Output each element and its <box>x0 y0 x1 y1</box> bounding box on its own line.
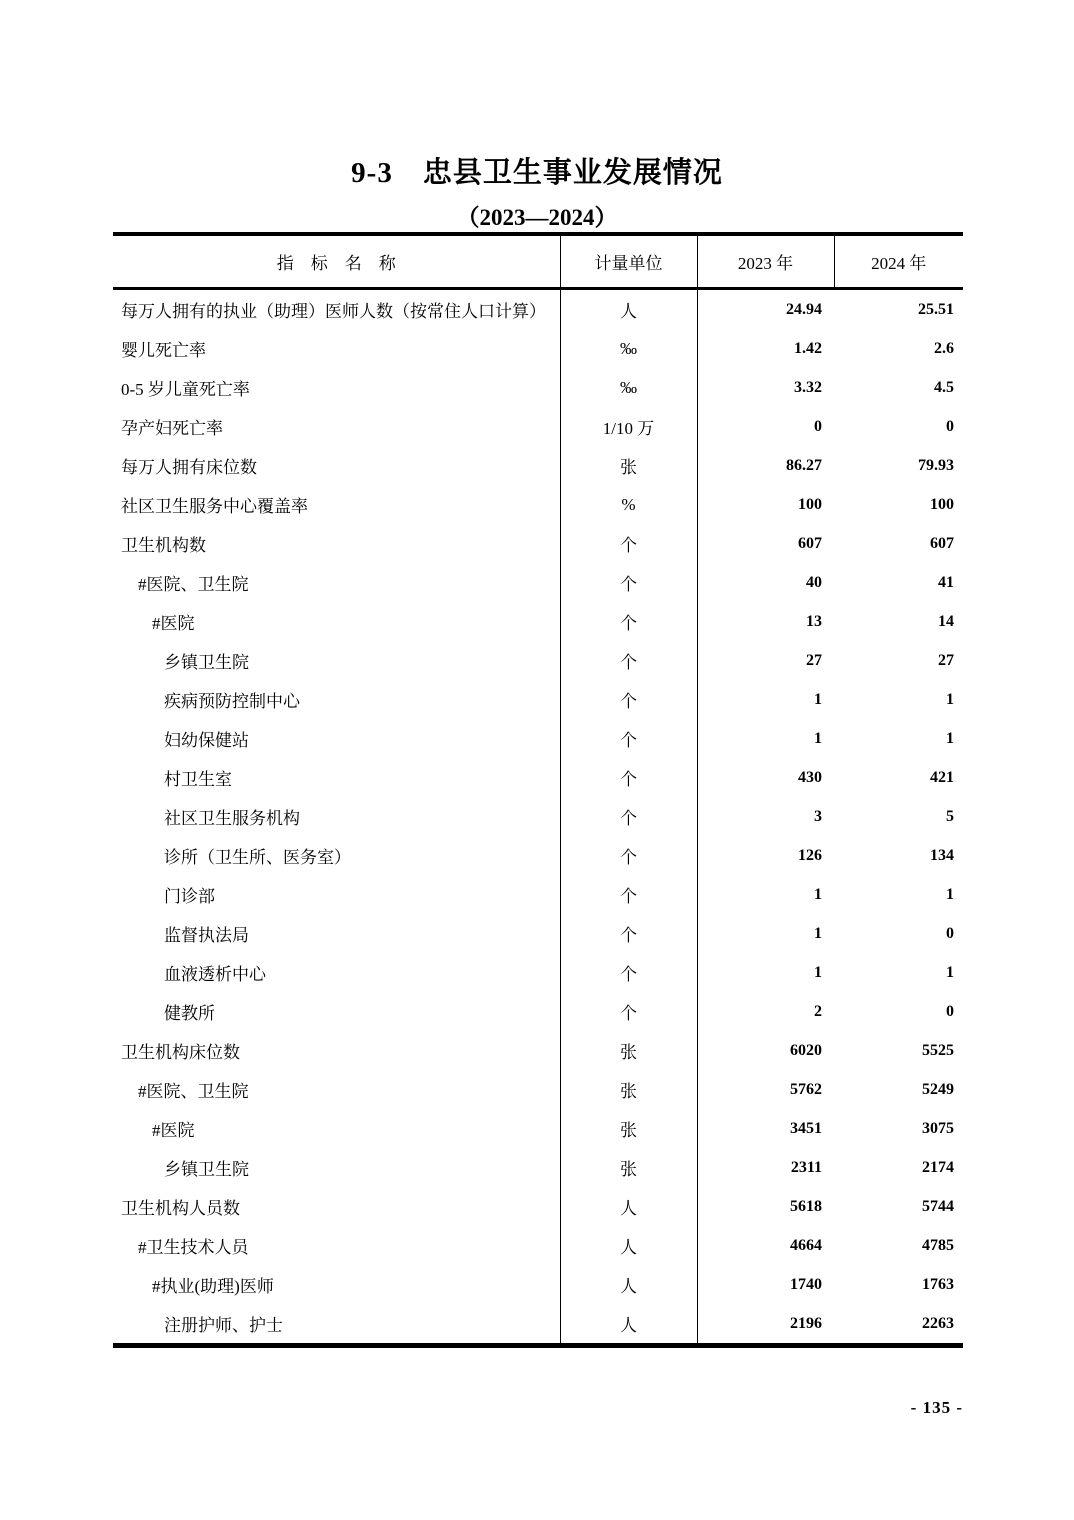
indicator-unit: 个 <box>560 953 697 992</box>
indicator-value-2023: 607 <box>798 534 822 552</box>
indicator-value-2024: 79.93 <box>918 456 954 474</box>
indicator-name: 监督执法局 <box>113 914 560 953</box>
indicator-value-2024: 1763 <box>922 1275 954 1293</box>
indicator-value-2023: 1 <box>814 963 822 981</box>
indicator-value-2023: 1 <box>814 924 822 942</box>
table-row <box>113 641 963 680</box>
indicator-value-2024: 134 <box>930 846 954 864</box>
indicator-value-2024: 25.51 <box>918 300 954 318</box>
indicator-value-2023: 2 <box>814 1002 822 1020</box>
indicator-name: 血液透析中心 <box>113 953 560 992</box>
indicator-name: 婴儿死亡率 <box>113 329 560 368</box>
indicator-unit: 个 <box>560 992 697 1031</box>
indicator-unit: 个 <box>560 524 697 563</box>
indicator-value-2024: 0 <box>946 924 954 942</box>
indicator-name: 卫生机构床位数 <box>113 1031 560 1070</box>
page-title: 9-3 忠县卫生事业发展情况 <box>351 157 723 189</box>
indicator-value-2024: 607 <box>930 534 954 552</box>
indicator-unit: 个 <box>560 875 697 914</box>
statistics-table <box>113 232 963 1348</box>
table-row <box>113 992 963 1031</box>
indicator-unit: 个 <box>560 758 697 797</box>
table-row <box>113 446 963 485</box>
indicator-name: 每万人拥有床位数 <box>113 446 560 485</box>
indicator-value-2023: 27 <box>806 651 822 669</box>
indicator-value-2023: 5618 <box>790 1197 822 1215</box>
indicator-name: #医院、卫生院 <box>113 563 560 602</box>
indicator-name: #卫生技术人员 <box>113 1226 560 1265</box>
page-number: - 135 - <box>910 1398 963 1417</box>
indicator-unit: 人 <box>560 1187 697 1226</box>
indicator-unit: 张 <box>560 446 697 485</box>
header-year-2024: 2024 年 <box>834 234 963 289</box>
indicator-value-2024: 4.5 <box>934 378 954 396</box>
indicator-name: #执业(助理)医师 <box>113 1265 560 1304</box>
indicator-value-2024: 14 <box>938 612 954 630</box>
indicator-value-2024: 41 <box>938 573 954 591</box>
table-row <box>113 563 963 602</box>
table-row <box>113 368 963 407</box>
indicator-value-2024: 27 <box>938 651 954 669</box>
indicator-unit: 个 <box>560 602 697 641</box>
table-row <box>113 1265 963 1304</box>
indicator-value-2023: 6020 <box>790 1041 822 1059</box>
indicator-name: #医院 <box>113 1109 560 1148</box>
indicator-value-2023: 430 <box>798 768 822 786</box>
indicator-name: 卫生机构数 <box>113 524 560 563</box>
table-row <box>113 1148 963 1187</box>
indicator-unit: 人 <box>560 1304 697 1346</box>
indicator-unit: 张 <box>560 1148 697 1187</box>
indicator-value-2023: 1.42 <box>794 339 822 357</box>
indicator-value-2024: 1 <box>946 690 954 708</box>
header-unit: 计量单位 <box>560 234 697 289</box>
table-row <box>113 680 963 719</box>
indicator-value-2023: 5762 <box>790 1080 822 1098</box>
table-row <box>113 953 963 992</box>
indicator-value-2024: 1 <box>946 963 954 981</box>
indicator-name: 每万人拥有的执业（助理）医师人数（按常住人口计算） <box>113 289 560 330</box>
table-header-row <box>113 234 963 289</box>
indicator-value-2023: 13 <box>806 612 822 630</box>
table-body <box>113 289 963 1346</box>
table-row <box>113 758 963 797</box>
indicator-unit: % <box>560 485 697 524</box>
indicator-value-2023: 2311 <box>790 1158 822 1176</box>
indicator-value-2023: 1 <box>814 729 822 747</box>
indicator-name: 注册护师、护士 <box>113 1304 560 1346</box>
table-row <box>113 407 963 446</box>
table-row <box>113 1304 963 1346</box>
indicator-name: #医院 <box>113 602 560 641</box>
indicator-value-2023: 3451 <box>790 1119 822 1137</box>
table-row <box>113 329 963 368</box>
table-row <box>113 914 963 953</box>
indicator-unit: 人 <box>560 1265 697 1304</box>
table-row <box>113 836 963 875</box>
indicator-value-2023: 2196 <box>790 1314 822 1332</box>
header-indicator-name: 指 标 名 称 <box>113 234 560 289</box>
indicator-unit: 个 <box>560 719 697 758</box>
indicator-value-2024: 2.6 <box>934 339 954 357</box>
table-row <box>113 289 963 330</box>
indicator-name: 社区卫生服务机构 <box>113 797 560 836</box>
indicator-name: 0-5 岁儿童死亡率 <box>113 368 560 407</box>
indicator-value-2024: 0 <box>946 1002 954 1020</box>
indicator-unit: 人 <box>560 1226 697 1265</box>
indicator-name: 卫生机构人员数 <box>113 1187 560 1226</box>
indicator-name: 门诊部 <box>113 875 560 914</box>
table-row <box>113 1031 963 1070</box>
indicator-value-2024: 5525 <box>922 1041 954 1059</box>
indicator-value-2023: 1 <box>814 885 822 903</box>
indicator-name: 疾病预防控制中心 <box>113 680 560 719</box>
indicator-name: 诊所（卫生所、医务室） <box>113 836 560 875</box>
table-row <box>113 1187 963 1226</box>
table-row <box>113 875 963 914</box>
indicator-value-2024: 5249 <box>922 1080 954 1098</box>
indicator-unit: 个 <box>560 836 697 875</box>
indicator-unit: ‰ <box>560 368 697 407</box>
indicator-unit: 张 <box>560 1109 697 1148</box>
indicator-value-2024: 1 <box>946 885 954 903</box>
indicator-unit: 个 <box>560 641 697 680</box>
page-subtitle: （2023—2024） <box>456 205 618 230</box>
indicator-value-2024: 2263 <box>922 1314 954 1332</box>
table-row <box>113 1070 963 1109</box>
indicator-value-2024: 5 <box>946 807 954 825</box>
indicator-value-2023: 24.94 <box>786 300 822 318</box>
indicator-value-2023: 3 <box>814 807 822 825</box>
indicator-value-2023: 0 <box>814 417 822 435</box>
indicator-unit: ‰ <box>560 329 697 368</box>
indicator-value-2023: 86.27 <box>786 456 822 474</box>
indicator-value-2023: 100 <box>798 495 822 513</box>
indicator-name: 乡镇卫生院 <box>113 641 560 680</box>
indicator-value-2023: 1740 <box>790 1275 822 1293</box>
indicator-unit: 个 <box>560 914 697 953</box>
table-row <box>113 602 963 641</box>
indicator-unit: 张 <box>560 1070 697 1109</box>
indicator-value-2023: 1 <box>814 690 822 708</box>
table-row <box>113 719 963 758</box>
indicator-name: 妇幼保健站 <box>113 719 560 758</box>
indicator-value-2023: 3.32 <box>794 378 822 396</box>
table-row <box>113 485 963 524</box>
indicator-value-2024: 4785 <box>922 1236 954 1254</box>
indicator-name: 乡镇卫生院 <box>113 1148 560 1187</box>
indicator-value-2023: 126 <box>798 846 822 864</box>
indicator-unit: 1/10 万 <box>560 407 697 446</box>
indicator-value-2024: 100 <box>930 495 954 513</box>
indicator-value-2023: 4664 <box>790 1236 822 1254</box>
indicator-value-2024: 2174 <box>922 1158 954 1176</box>
indicator-value-2024: 3075 <box>922 1119 954 1137</box>
table-row <box>113 1109 963 1148</box>
indicator-name: 社区卫生服务中心覆盖率 <box>113 485 560 524</box>
header-year-2023: 2023 年 <box>697 234 834 289</box>
table-row <box>113 1226 963 1265</box>
indicator-value-2023: 40 <box>806 573 822 591</box>
indicator-name: 村卫生室 <box>113 758 560 797</box>
indicator-unit: 张 <box>560 1031 697 1070</box>
indicator-unit: 个 <box>560 680 697 719</box>
indicator-name: #医院、卫生院 <box>113 1070 560 1109</box>
indicator-unit: 人 <box>560 289 697 330</box>
indicator-name: 健教所 <box>113 992 560 1031</box>
indicator-value-2024: 0 <box>946 417 954 435</box>
indicator-value-2024: 1 <box>946 729 954 747</box>
indicator-value-2024: 5744 <box>922 1197 954 1215</box>
indicator-name: 孕产妇死亡率 <box>113 407 560 446</box>
indicator-value-2024: 421 <box>930 768 954 786</box>
indicator-unit: 个 <box>560 797 697 836</box>
table-row <box>113 797 963 836</box>
table-row <box>113 524 963 563</box>
indicator-unit: 个 <box>560 563 697 602</box>
